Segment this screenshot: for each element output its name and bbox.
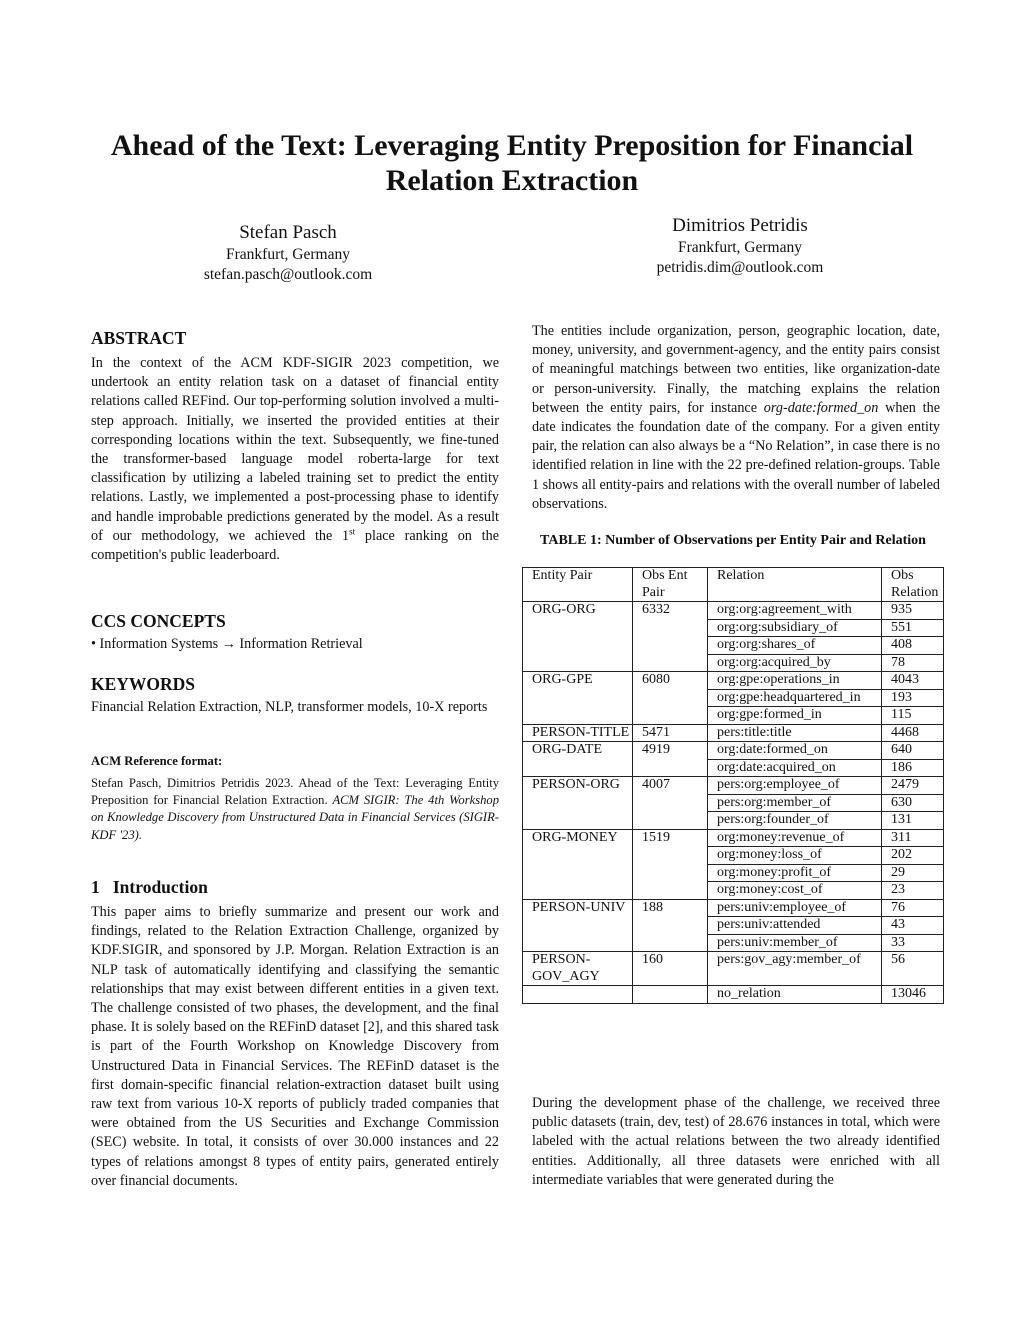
obs-ent-pair-cell: 1519 [633,829,708,899]
table-row [523,724,944,742]
table-row [523,602,944,620]
obs-ent-pair-cell: 160 [633,952,708,986]
table-row [523,742,944,760]
relation-cell: org:gpe:headquartered_in [708,689,882,707]
obs-relation-cell: 13046 [882,986,944,1004]
relation-cell: org:money:profit_of [708,864,882,882]
entity-pair-cell: PERSON-GOV_AGY [523,952,633,986]
relation-cell: pers:title:title [708,724,882,742]
abstract-text: In the context of the ACM KDF-SIGIR 2023 competition, we undertook an entity relation task on a dataset of financial entity relations called REFind. Our top-performing solution involved a multi-step approach. Initially, we inserted the provided entities at their corresponding locations within the text. Subsequently, we fine-tuned the transformer-based language model roberta-large for text classification by utilizing a labeled training set to predict the entity relations. Lastly, we implemented a post-processing phase to identify and handle improbable predictions generated by the model. As a result of our methodology, we achieved the 1 [91,355,499,544]
table-caption: TABLE 1: Number of Observations per Entity Pair and Relation [540,533,926,548]
intro-text: This paper aims to briefly summarize and present our work and findings, related to the Relation Extraction Challenge, organized by KDF.SIGIR, and sponsored by J.P. Morgan. Relation Extraction is an NLP task of automatically identifying and classifying the semantic relationships that may exist between different entities in a given text. The challenge consisted of two phases, the development, and the final phase. It is solely based on the REFinD dataset [2], and this shared task is part of the Fourth Workshop on Knowledge Discovery from Unstructured Data in Financial Services. The REFinD dataset is the first domain-specific financial relation-extraction dataset built using raw text from various 10-X reports of publicly traded companies that were obtained from the US Securities and Exchange Commission (SEC) website. In total, it consists of over 30.000 instances and 22 types of relations amongst 8 types of entity pairs, generated entirely over financial documents. [91,904,499,1189]
obs-ent-pair-cell: 4919 [633,742,708,777]
table-body [523,602,944,1004]
development-paragraph [532,1094,940,1190]
author-location: Frankfurt, Germany [678,239,802,256]
obs-relation-cell: 78 [882,654,944,672]
obs-relation-cell: 76 [882,899,944,917]
relation-example: org-date:formed_on [763,399,879,416]
table-header-row [523,568,944,602]
relation-cell: org:date:formed_on [708,742,882,760]
obs-relation-cell: 935 [882,602,944,620]
relation-cell: org:org:subsidiary_of [708,619,882,637]
acm-ref-heading: ACM Reference format: [91,754,223,768]
acm-ref-body [91,775,499,844]
obs-relation-cell: 186 [882,759,944,777]
relation-cell: org:money:revenue_of [708,829,882,847]
entity-pair-cell: ORG-DATE [523,742,633,777]
intro-body [91,903,499,1191]
relation-cell: org:org:acquired_by [708,654,882,672]
paragraph-text-end: when the date indicates the foundation date of the company. For a given entity pair, the relation can also always be a “No Relation”, in case there is no identified relation in line with the 22 pre-defined relation-groups. Table 1 shows all entity-pairs and relations with the overall number of labeled observations. [532,399,940,512]
obs-relation-cell: 115 [882,707,944,725]
obs-relation-cell: 630 [882,794,944,812]
abstract-body [91,354,499,565]
relation-cell: pers:univ:employee_of [708,899,882,917]
obs-relation-cell: 131 [882,812,944,830]
keywords-body [91,698,499,717]
obs-relation-cell: 4043 [882,672,944,690]
header-relation: Relation [708,568,882,602]
obs-ent-pair-cell: 188 [633,899,708,952]
obs-relation-cell: 202 [882,847,944,865]
empty-cell [523,986,633,1004]
obs-relation-cell: 640 [882,742,944,760]
relation-cell: org:money:loss_of [708,847,882,865]
obs-ent-pair-cell: 6080 [633,672,708,725]
entity-pair-cell: ORG-MONEY [523,829,633,899]
keywords-text: Financial Relation Extraction, NLP, transformer models, 10-X reports [91,699,488,715]
acm-ref-text: Stefan Pasch, Dimitrios Petridis 2023. Ahead of the Text: Leveraging Entity Preposition for Financial Relation Extraction. [91,776,499,808]
entity-pair-cell: PERSON-ORG [523,777,633,830]
obs-relation-cell: 551 [882,619,944,637]
table-row [523,672,944,690]
ccs-heading: CCS CONCEPTS [91,611,226,631]
entities-paragraph [532,322,940,514]
table-row [523,777,944,795]
relation-cell: org:gpe:operations_in [708,672,882,690]
relation-cell: pers:gov_agy:member_of [708,952,882,986]
abstract-text-end: place ranking on the competition's public leaderboard. [91,527,499,564]
author-location: Frankfurt, Germany [226,246,350,263]
header-obs-ent-pair: Obs Ent Pair [633,568,708,602]
table-row [523,899,944,917]
relation-cell: no_relation [708,986,882,1004]
entity-pair-cell: PERSON-TITLE [523,724,633,742]
ccs-text: • Information Systems → Information Retrieval [91,636,363,652]
table-row [523,952,944,986]
abstract-heading: ABSTRACT [91,328,187,348]
obs-ent-pair-cell: 4007 [633,777,708,830]
obs-relation-cell: 33 [882,934,944,952]
section-title: Introduction [112,877,208,897]
entity-pair-cell: ORG-GPE [523,672,633,725]
obs-relation-cell: 56 [882,952,944,986]
paragraph-text: The entities include organization, person, geographic location, date, money, university, and government-agency, and the entity pairs consist of meaningful matchings between two entities, like organization-date or person-university. Finally, the matching explains the relation between the entity pairs, for instance [532,323,940,416]
relation-cell: pers:org:founder_of [708,812,882,830]
obs-relation-cell: 193 [882,689,944,707]
relation-cell: pers:org:employee_of [708,777,882,795]
relation-cell: org:org:shares_of [708,637,882,655]
header-obs-relation: Obs Relation [882,568,944,602]
author-email: petridis.dim@outlook.com [656,259,824,276]
author-name: Stefan Pasch [239,222,337,243]
author-email: stefan.pasch@outlook.com [203,266,373,283]
obs-relation-cell: 311 [882,829,944,847]
intro-heading [91,876,208,898]
obs-relation-cell: 2479 [882,777,944,795]
obs-relation-cell: 23 [882,882,944,900]
obs-relation-cell: 43 [882,917,944,935]
relation-cell: pers:univ:attended [708,917,882,935]
obs-relation-cell: 408 [882,637,944,655]
obs-ent-pair-cell: 5471 [633,724,708,742]
paragraph-text: During the development phase of the challenge, we received three public datasets (train, dev, test) of 28.676 instances in total, which were labeled with the actual relations between the two already identified entities. Additionally, all three datasets were enriched with all intermediate variables that were generated during the [532,1095,940,1188]
header-entity-pair: Entity Pair [523,568,633,602]
relation-cell: pers:org:member_of [708,794,882,812]
section-number: 1 [91,877,100,897]
ordinal-suffix: st [349,526,356,537]
relation-cell: org:date:acquired_on [708,759,882,777]
acm-ref-venue: ACM SIGIR: The 4th Workshop on Knowledge Discovery from Unstructured Data in Financial Services (SIGIR-KDF '23). [91,793,499,842]
observations-table [522,567,944,1004]
obs-ent-pair-cell: 6332 [633,602,708,672]
relation-cell: org:money:cost_of [708,882,882,900]
relation-cell: org:org:agreement_with [708,602,882,620]
relation-cell: pers:univ:member_of [708,934,882,952]
author-block-1 [188,221,388,285]
author-name: Dimitrios Petridis [672,215,808,236]
keywords-heading: KEYWORDS [91,674,196,694]
obs-relation-cell: 4468 [882,724,944,742]
entity-pair-cell: PERSON-UNIV [523,899,633,952]
obs-relation-cell: 29 [882,864,944,882]
ccs-body [91,635,499,654]
entity-pair-cell: ORG-ORG [523,602,633,672]
author-block-2 [640,214,840,278]
empty-cell [633,986,708,1004]
table-row [523,986,944,1004]
paper-title: Ahead of the Text: Leveraging Entity Preposition for Financial Relation Extraction [110,129,914,197]
relation-cell: org:gpe:formed_in [708,707,882,725]
table-row [523,829,944,847]
